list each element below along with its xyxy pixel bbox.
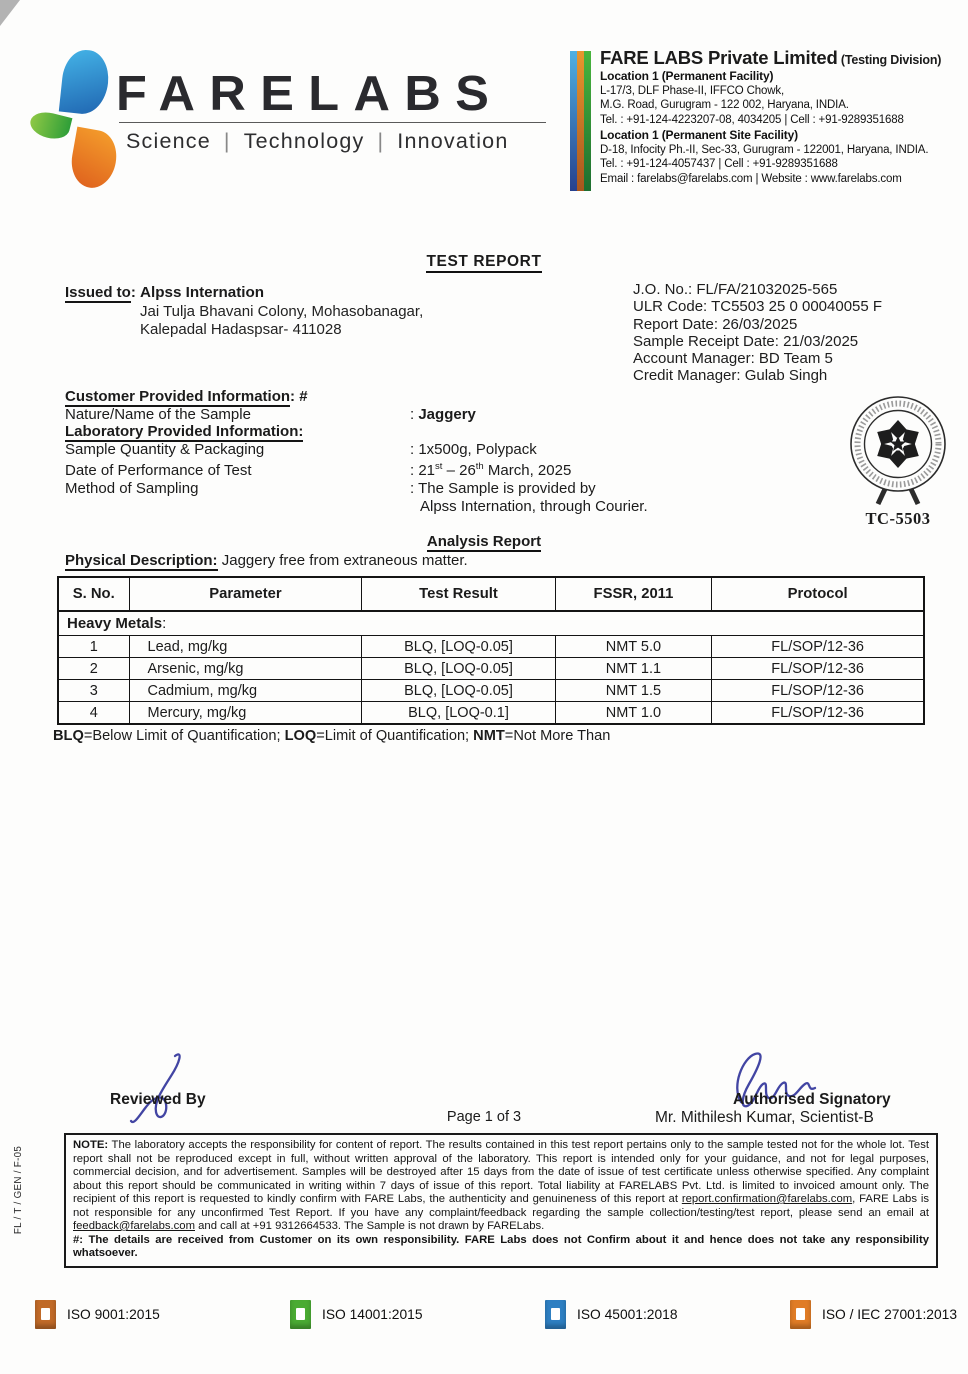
analysis-results-table [57,576,925,725]
logo-petal-green-icon [28,109,73,143]
company-info-block [570,47,962,187]
meta-line: Sample Receipt Date: 21/03/2025 [633,332,859,350]
company-title: FARE LABS Private Limited (Testing Division) [600,47,942,68]
physical-description-line: Physical Description: Jaggery free from extraneous matter. [65,552,468,569]
scan-corner-artifact [0,0,20,26]
iso-badge [35,1300,160,1329]
table-cell: BLQ, [LOQ-0.1] [362,702,555,725]
company-info-line: Email : farelabs@farelabs.com | Website : www.farelabs.com [600,172,902,185]
column-header: FSSR, 2011 [555,577,712,611]
table-cell: Lead, mg/kg [129,636,362,658]
iso-badge-icon [35,1300,56,1329]
issued-to-label: Issued to [65,284,131,301]
field-label: Nature/Name of the Sample [65,405,251,423]
company-info-line: Location 1 (Permanent Facility) [600,69,774,83]
table-row [58,702,924,725]
table-cell: NMT 5.0 [555,636,712,658]
page-number: Page 1 of 3 [446,1109,522,1125]
column-header: Test Result [362,577,555,611]
report-meta-block [633,281,882,385]
sample-info-block: Customer Provided Information: # Nature/Name of the Sample : Jaggery Laboratory Provided Information: Sample Quantity & Packaging : 1x500g, Polypack Date of Performance of Test : 21st – 26th March, 2025 Method of Sampling : The Sample is provided by Alpss Internation, through Courier. [65,388,715,515]
table-cell: FL/SOP/12-36 [712,658,924,680]
table-cell: Cadmium, mg/kg [129,680,362,702]
tagline-word: Technology [243,129,365,153]
iso-badge-icon [790,1300,811,1329]
tagline-separator: | [223,129,231,153]
meta-line: J.O. No.: FL/FA/21032025-565 [633,281,838,298]
signatory-name: Mr. Mithilesh Kumar, Scientist-B [655,1109,874,1126]
column-header: S. No. [58,577,129,611]
meta-line: Credit Manager: Gulab Singh [633,367,828,385]
company-info-line: Location 1 (Permanent Site Facility) [600,127,798,142]
note-text: NOTE: [73,1139,109,1151]
company-info-line: D-18, Infocity Ph.-II, Sec-33, Gurugram - 122001, Haryana, INDIA. [600,143,929,156]
customer-address-line: Jai Tulja Bhavani Colony, Mohasobanagar, [140,303,424,320]
column-header: Parameter [129,577,362,611]
table-cell: FL/SOP/12-36 [712,702,924,725]
logo-tagline [126,129,508,154]
note-text: and call at +91 9312664533. The Sample is not drawn by FARELabs. [195,1220,545,1232]
seal-code: TC-5503 [865,509,931,528]
table-cell: FL/SOP/12-36 [712,680,924,702]
column-header: Protocol [712,577,924,611]
iso-badge-label: ISO / IEC 27001:2013 [822,1307,957,1322]
iso-badge-label: ISO 9001:2015 [67,1307,160,1322]
table-cell: BLQ, [LOQ-0.05] [362,658,555,680]
email-link[interactable]: feedback@farelabs.com [73,1220,195,1232]
reviewed-by-label: Reviewed By [110,1091,206,1108]
table-header-row [58,577,924,611]
sample-name: Jaggery [418,405,476,423]
table-row [58,680,924,702]
table-cell: 3 [58,680,129,702]
nabl-seal-icon [843,394,953,506]
tagline-word: Science [126,129,211,153]
sample-info-row [65,480,715,498]
customer-name: Alpss Internation [140,284,265,301]
logo-petal-blue-icon [59,48,111,116]
company-info-line: Tel. : +91-124-4223207-08, 4034205 | Cell : +91-9289351688 [600,114,904,127]
tagline-word: Innovation [397,129,509,153]
table-section-row: Heavy Metals: [58,611,924,636]
note-disclaimer-box [64,1133,938,1268]
logo-wordmark: FARELABS [116,67,504,121]
meta-line: Account Manager: BD Team 5 [633,350,833,368]
table-cell: FL/SOP/12-36 [712,636,924,658]
note-text: , FARE Labs is not responsible for any unconfirmed Test Report. If you have any complaint/feedback regarding the sample collection/testing/test report, please send an email at [73,1193,929,1219]
customer-address-line: Kalepadal Hadaspsar- 411028 [140,321,342,338]
field-label: Date of Performance of Test [65,462,252,480]
iso-badge-label: ISO 14001:2015 [322,1307,423,1322]
meta-line: Report Date: 26/03/2025 [633,315,798,333]
company-info-line: M.G. Road, Gurugram - 122 002, Haryana, INDIA. [600,99,849,112]
field-label: Method of Sampling [65,479,199,497]
iso-badge [545,1300,678,1329]
table-cell: NMT 1.5 [555,680,712,702]
sample-info-row [65,441,715,459]
note-text: #: The details are received from Customer on its own responsibility. FARE Labs does not Confirm about it and hence does not take any responsibility whatsoever. [73,1233,929,1259]
iso-badge [790,1300,957,1329]
analysis-report-heading: Analysis Report [426,533,542,550]
iso-badge-icon [545,1300,566,1329]
issued-to-line: Issued to: Alpss Internation [65,284,265,301]
form-code-vertical: FL / T / GEN / F-05 [13,1145,24,1235]
lab-info-heading: Laboratory Provided Information: [65,423,304,441]
sample-info-row [65,458,715,480]
tagline-separator: | [377,129,385,153]
table-cell: Mercury, mg/kg [129,702,362,725]
iso-badge-label: ISO 45001:2018 [577,1307,678,1322]
customer-info-heading: Customer Provided Information [65,388,291,405]
table-row [58,636,924,658]
logo-petal-orange-icon [67,127,120,192]
table-cell: 1 [58,636,129,658]
method-continuation: Alpss Internation, through Courier. [420,497,648,515]
logo-divider [119,122,546,123]
table-cell: 4 [58,702,129,725]
table-cell: NMT 1.1 [555,658,712,680]
table-cell: BLQ, [LOQ-0.05] [362,636,555,658]
nabl-seal [840,394,956,529]
company-info-line: Tel. : +91-124-4057437 | Cell : +91-9289351688 [600,158,838,171]
field-value: : 1x500g, Polypack [410,440,537,458]
company-info-line: L-17/3, DLF Phase-II, IFFCO Chowk, [600,84,785,97]
meta-line: ULR Code: TC5503 25 0 00040055 F [633,298,883,316]
report-title: TEST REPORT [0,253,968,271]
abbreviation-legend: BLQ=Below Limit of Quantification; LOQ=Limit of Quantification; NMT=Not More Than [53,728,611,744]
brand-stripes-icon [570,51,591,191]
field-label: Sample Quantity & Packaging [65,440,265,458]
iso-badge [290,1300,423,1329]
table-row [58,658,924,680]
email-link[interactable]: report.confirmation@farelabs.com [681,1193,853,1205]
note-text: The laboratory accepts the responsibility for content of report. The results contained in this test report pertains only to the sample tested not for the whole lot. Test report shall not be reproduced except in full, without written approval of the laboratory. This report is intended only for your guidance, and not for legal purposes, commercial decision, and for advertisement. Samples will be destroyed after 15 days from the date of issue of test certificate unless otherwise specified. Any complaint about this report should be communicated in writing within 7 days of issue of this report. Total liability at FARELABS Pvt. Ltd. is limited to invoiced amount only. The recipient of this report is requested to kindly confirm with FARE Labs, the authenticity and genuineness of this report at [73,1139,929,1205]
iso-badge-icon [290,1300,311,1329]
field-value: : The Sample is provided by [410,479,596,497]
authorised-signatory-label: Authorised Signatory [733,1091,891,1108]
table-cell: 2 [58,658,129,680]
table-cell: NMT 1.0 [555,702,712,725]
physical-description-label: Physical Description: [65,552,218,569]
table-cell: Arsenic, mg/kg [129,658,362,680]
table-cell: BLQ, [LOQ-0.05] [362,680,555,702]
iso-certification-row [0,1300,968,1340]
field-value: : 21st – 26th March, 2025 [410,461,572,480]
